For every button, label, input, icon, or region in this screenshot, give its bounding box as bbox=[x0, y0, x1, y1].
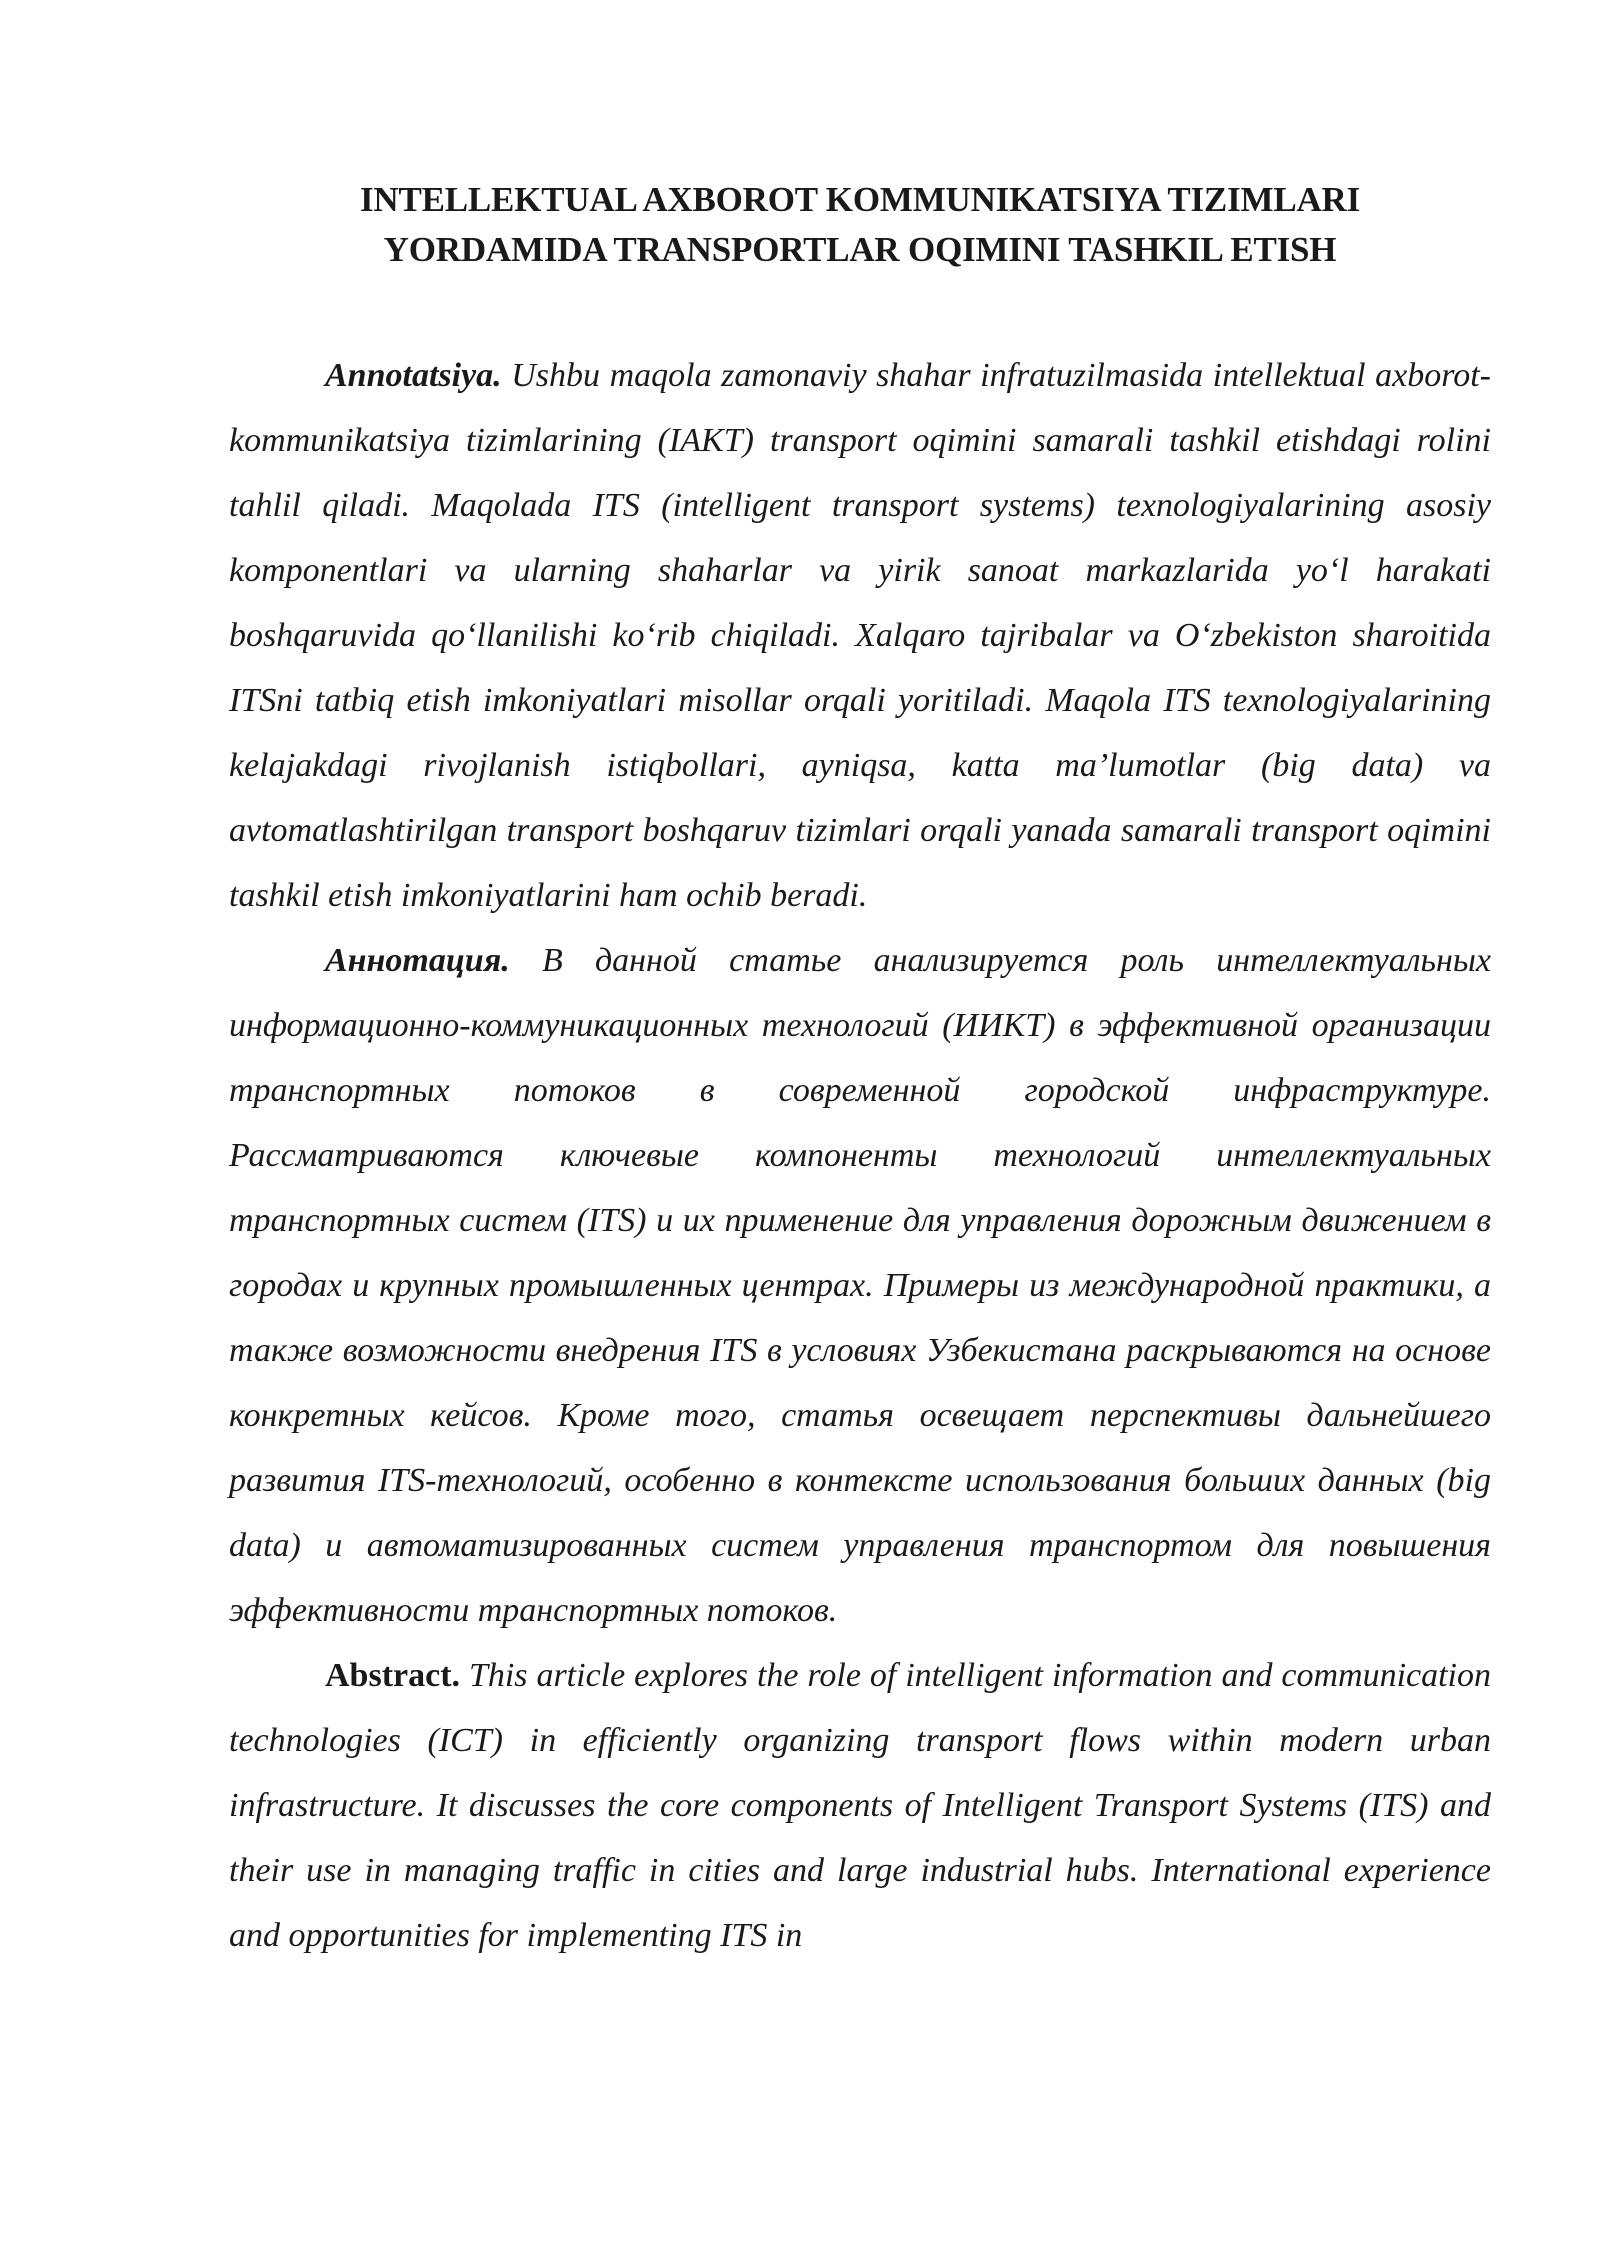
title-line-1: INTELLEKTUAL AXBOROT KOMMUNIKATSIYA TIZIMLARI bbox=[359, 180, 1361, 220]
abstract-en-text: This article explores the role of intelligent information and communication technologies (ICT) in efficiently organizing transport flows within modern urban infrastructure. It discusses the core components of Intelligent Transport Systems (ITS) and their use in managing traffic in cities and large industrial hubs. International experience and opportunities for implementing ITS in bbox=[229, 1657, 1492, 1954]
abstract-en-paragraph bbox=[229, 1643, 1491, 1968]
title-line-2: YORDAMIDA TRANSPORTLAR OQIMINI TASHKIL ETISH bbox=[383, 230, 1337, 270]
abstract-ru-text: В данной статье анализируется роль интеллектуальных информационно-коммуникационных технологий (ИИКТ) в эффективной организации транспортных потоков в современной городской инфраструктуре. Рассматриваются ключевые компоненты технологий интеллектуальных транспортных систем (ITS) и их применение для управления дорожным движением в городах и крупных промышленных центрах. Примеры из международной практики, а также возможности внедрения ITS в условиях Узбекистана раскрываются на основе конкретных кейсов. Кроме того, статья освещает перспективы дальнейшего развития ITS-технологий, особенно в контексте использования больших данных (big data) и автоматизированных систем управления транспортом для повышения эффективности транспортных потоков. bbox=[229, 942, 1492, 1629]
abstract-section bbox=[229, 343, 1491, 1968]
abstract-ru-paragraph bbox=[229, 928, 1491, 1643]
abstract-uz-text: Ushbu maqola zamonaviy shahar infratuzilmasida intellektual axborot-kommunikatsiya tizimlarining (IAKT) transport oqimini samarali tashkil etishdagi rolini tahlil qiladi. Maqolada ITS (intelligent transport systems) texnologiyalarining asosiy komponentlari va ularning shaharlar va yirik sanoat markazlarida yo‘l harakati boshqaruvida qo‘llanilishi ko‘rib chiqiladi. Xalqaro tajribalar va O‘zbekiston sharoitida ITSni tatbiq etish imkoniyatlari misollar orqali yoritiladi. Maqola ITS texnologiyalarining kelajakdagi rivojlanish istiqbollari, ayniqsa, katta ma’lumotlar (big data) va avtomatlashtirilgan transport boshqaruv tizimlari orqali yanada samarali transport oqimini tashkil etish imkoniyatlarini ham ochib beradi. bbox=[229, 357, 1492, 914]
abstract-uz-paragraph bbox=[229, 343, 1491, 928]
abstract-en-label: Abstract. bbox=[325, 1657, 461, 1694]
abstract-ru-label: Аннотация. bbox=[325, 942, 510, 979]
abstract-uz-label: Annotatsiya. bbox=[325, 357, 502, 394]
page-title bbox=[229, 175, 1491, 275]
